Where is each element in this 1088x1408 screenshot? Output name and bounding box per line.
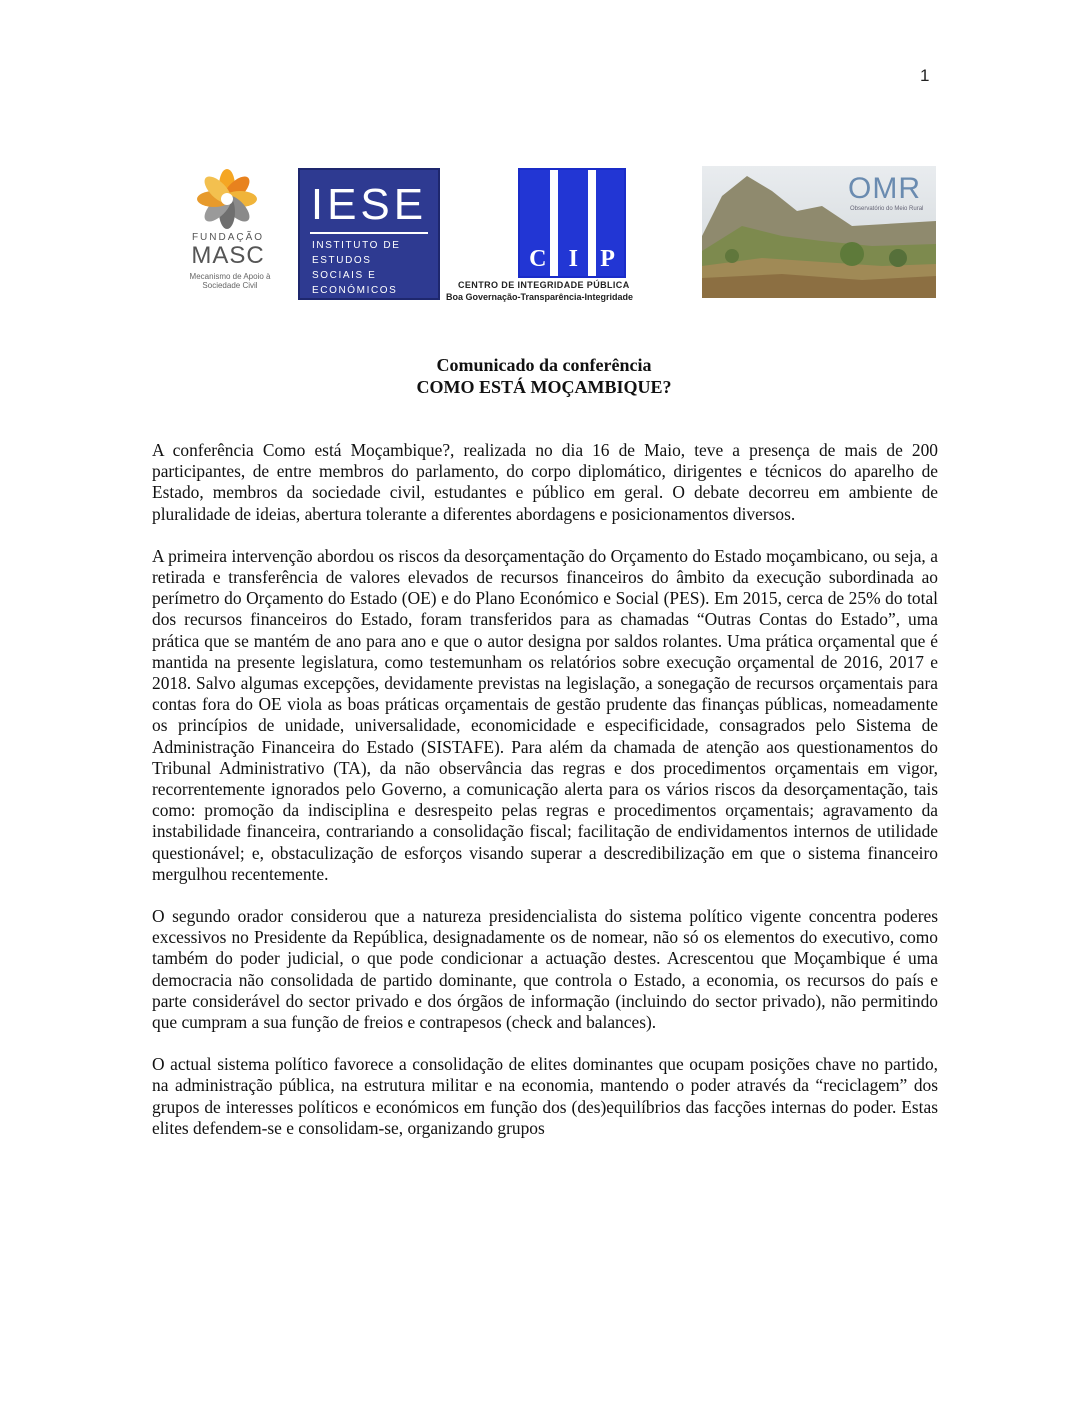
cip-logo [446, 160, 702, 310]
document-heading [0, 354, 1088, 398]
iese-line: ESTUDOS [312, 255, 372, 266]
masc-flower-icon [196, 168, 258, 230]
omr-subtitle: Observatório do Meio Rural [850, 206, 924, 212]
iese-acronym: IESE [310, 180, 428, 229]
masc-fundacao-label: FUNDAÇÃO [191, 232, 265, 243]
cip-motto: Boa Governação-Transparência-Integridade [446, 292, 634, 302]
iese-line: ECONÓMICOS [312, 285, 398, 296]
paragraph: O segundo orador considerou que a natureza presidencialista do sistema político vigente concentra poderes excessivos no Presidente da República, designadamente os de nomear, não só os elementos do executivo, como também do poder judicial, o que pode condicionar a actuação destes. Acrescentou que Moçambique é uma democracia não consolidada de partido dominante, que controla o Estado, a economia, os recursos do país e parte considerável do sector privado e dos órgãos de informação (incluindo do sector privado), não permitindo que cumpram a sua função de freios e contrapesos (check and balances). [152, 906, 938, 1033]
iese-logo [298, 168, 440, 300]
masc-tagline: Mecanismo de Apoio à Sociedade Civil [189, 272, 271, 290]
cip-full-name: CENTRO DE INTEGRIDADE PÚBLICA [458, 280, 630, 290]
iese-line: SOCIAIS E [312, 270, 377, 281]
cip-letters [518, 246, 626, 273]
paragraph: A conferência Como está Moçambique?, realizada no dia 16 de Maio, teve a presença de mais de 200 participantes, de entre membros do parlamento, do corpo diplomático, dirigentes e técnicos do aparelho de Estado, membros da sociedade civil, estudantes e público em geral. O debate decorreu em ambiente de pluralidade de ideias, abertura tolerante a diferentes abordagens e posicionamentos diversos. [152, 440, 938, 524]
paragraph: O actual sistema político favorece a consolidação de elites dominantes que ocupam posições chave no partido, na administração pública, na estrutura militar e na economia, mantendo o poder através da “reciclagem” dos grupos de interesses políticos e económicos em função dos (des)equilíbrios das facções internas do poder. Estas elites defendem-se e consolidam-se, organizando grupos [152, 1054, 938, 1138]
iese-divider [310, 232, 428, 234]
page-number: 1 [920, 66, 930, 85]
omr-logo [702, 166, 936, 298]
iese-full-name [312, 238, 432, 298]
omr-acronym: OMR [848, 172, 921, 205]
heading-line-2: COMO ESTÁ MOÇAMBIQUE? [416, 377, 672, 397]
masc-name: MASC [191, 242, 265, 269]
masc-logo [178, 168, 278, 300]
cip-letter: I [568, 246, 578, 272]
paragraph: A primeira intervenção abordou os riscos da desorçamentação do Orçamento do Estado moçambicano, ou seja, a retirada e transferência de valores elevados de recursos financeiros do âmbito da execução subordinada ao perímetro do Orçamento do Estado (OE) e do Plano Económico e Social (PES). Em 2015, cerca de 25% do total dos recursos financeiros do Estado, foram transferidos para as chamadas “Outras Contas do Estado”, uma prática que se mantém de ano para ano e que o autor designa por saldos rolantes. Uma prática orçamental que é mantida na presente legislatura, como testemunham os relatórios sobre execução orçamental de 2016, 2017 e 2018. Salvo algumas excepções, devidamente previstas na legislação, a sonegação de recursos orçamentais para contas fora do OE viola as boas práticas orçamentais de gestão prudente das finanças públicas, nomeadamente os princípios de unidade, universalidade, economicidade e especificidade, consagrados pelo Sistema de Administração Financeira do Estado (SISTAFE). Para além da chamada de atenção aos questionamentos do Tribunal Administrativo (TA), da não observância das regras e dos procedimentos orçamentais em vigor, recorrentemente ignorados pelo Governo, a comunicação alerta para os vários riscos da desorçamentação, tais como: promoção da indisciplina e desrespeito pelas regras e procedimentos orçamentais; agravamento da instabilidade financeira, contrariando a consolidação fiscal; facilitação de endividamentos internos de utilidade questionável; e, obstaculização de esforços visando superar a descredibilização em que o sistema financeiro mergulhou recentemente. [152, 545, 938, 884]
partner-logos [0, 160, 1088, 310]
heading-line-1: Comunicado da conferência [436, 355, 652, 375]
cip-letter: C [529, 246, 547, 272]
cip-letter: P [600, 246, 615, 272]
iese-line: INSTITUTO DE [312, 240, 401, 251]
document-body [152, 440, 938, 1160]
